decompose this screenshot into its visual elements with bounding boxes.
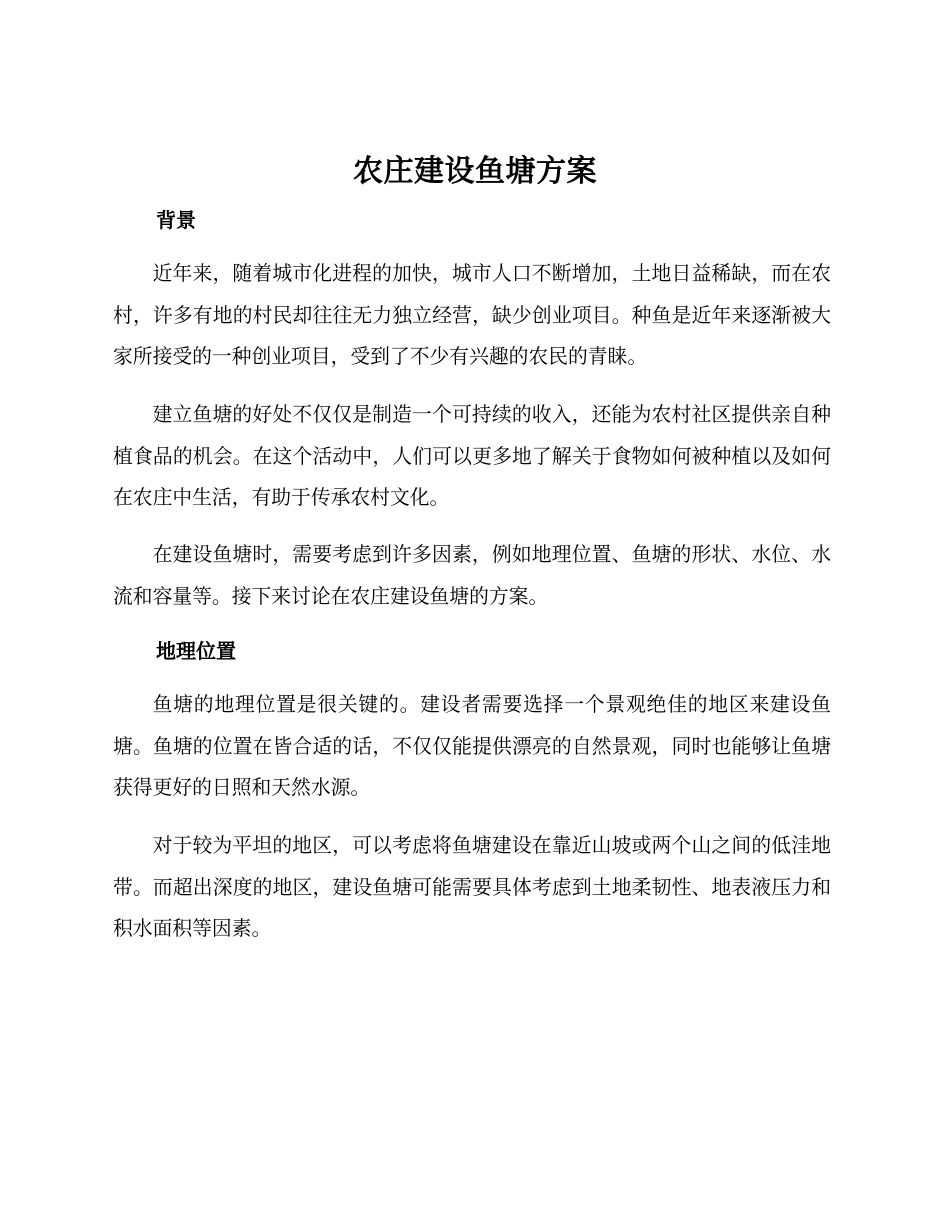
section-heading-location: 地理位置: [156, 639, 236, 663]
paragraph: 鱼塘的地理位置是很关键的。建设者需要选择一个景观绝佳的地区来建设鱼塘。鱼塘的位置在皆合适的话，不仅仅能提供漂亮的自然景观，同时也能够让鱼塘获得更好的日照和天然水源。: [113, 693, 831, 799]
paragraph: 对于较为平坦的地区，可以考虑将鱼塘建设在靠近山坡或两个山之间的低洼地带。而超出深度的地区，建设鱼塘可能需要具体考虑到土地柔韧性、地表液压力和积水面积等因素。: [113, 834, 831, 940]
paragraph: 建立鱼塘的好处不仅仅是制造一个可持续的收入，还能为农村社区提供亲自种植食品的机会。在这个活动中，人们可以更多地了解关于食物如何被种植以及如何在农庄中生活，有助于传承农村文化。: [113, 403, 831, 509]
section-heading-background: 背景: [156, 208, 196, 232]
document-title: 农庄建设鱼塘方案: [353, 154, 597, 189]
paragraph: 近年来，随着城市化进程的加快，城市人口不断增加，土地日益稀缺，而在农村，许多有地的村民却往往无力独立经营，缺少创业项目。种鱼是近年来逐渐被大家所接受的一种创业项目，受到了不少有兴趣的农民的青睐。: [113, 262, 831, 368]
paragraph: 在建设鱼塘时，需要考虑到许多因素，例如地理位置、鱼塘的形状、水位、水流和容量等。接下来讨论在农庄建设鱼塘的方案。: [113, 543, 831, 608]
